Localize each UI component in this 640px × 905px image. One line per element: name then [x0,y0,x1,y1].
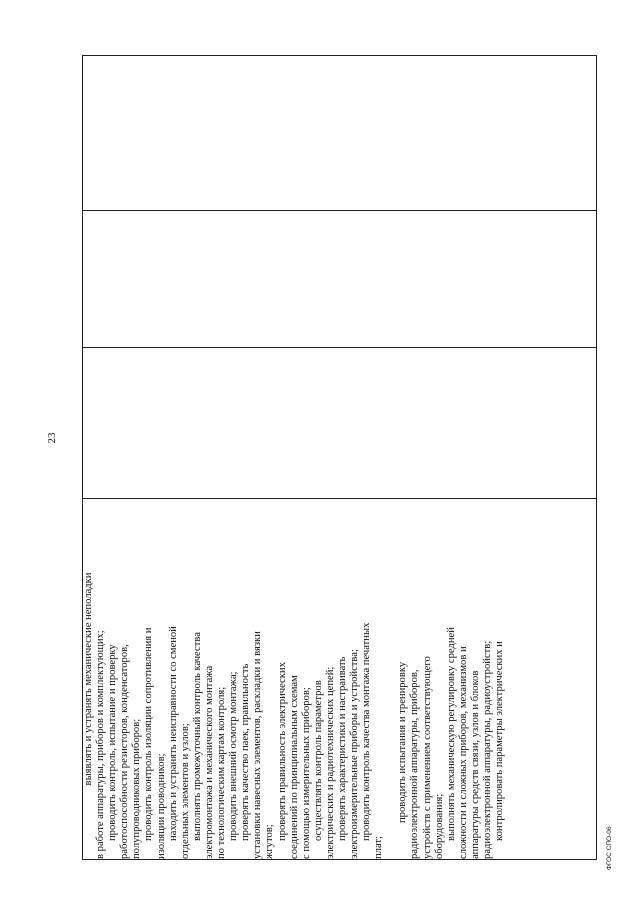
skill-line: выполнять промежуточный контроль качества [191,632,203,841]
skill-line: проверять характеристики и настраивать [336,656,348,841]
empty-cell [83,56,597,211]
skill-line: радиоэлектронной аппаратуры, радиоустройств; [482,640,493,859]
skill-line: электромонтажа и механического монтажа [203,665,215,859]
empty-cell [83,211,597,348]
skill-line: проводить испытания и тренировку [397,661,409,823]
skill-line: электрических и радиотехнических цепей; [324,666,336,859]
requirements-table [82,60,597,860]
skill-line: осуществлять контроль параметров [312,680,324,841]
page-number: 23 [46,432,58,444]
skill-line: изоляции проводников; [155,753,167,859]
skill-line: соединений по принципиальным схемам [288,675,300,859]
skill-line: проводить контроль, испытание и проверку [107,644,119,841]
skill-line: проверять правильность электрических [276,662,288,841]
skills-cell [83,499,597,860]
skill-line: находить и устранять неисправности со сменой [167,626,179,841]
skill-line: оборудования; [433,793,445,859]
skill-line: работоспособности резисторов, конденсаторов, [119,644,131,859]
footer-label: ФГОС СПО-06 [606,826,613,870]
skill-line: проводить внешний осмотр монтажа; [228,671,240,841]
skill-line: проверять качество паек, правильность [240,663,252,841]
table-body [82,55,597,860]
skill-line: плат; [373,836,385,859]
skill-line: жгутов; [264,824,276,859]
skill-line: аппаратуры средств связи, узлов и блоков [469,670,481,859]
skill-line: проводить контроль качества монтажа печатных [361,622,373,841]
skill-line: выполнять механическую регулировку средней [445,627,457,841]
skill-line: полупроводниковых приборов; [131,718,143,859]
skill-line: установки навесных элементов, раскладки и вязки [252,631,264,859]
skill-line: в работе аппаратуры, приборов и комплектующих; [95,630,107,859]
skill-line: электроизмерительные приборы и устройства; [349,649,361,859]
skill-line: по технологическим картам контроля; [216,686,228,859]
skill-line: с помощью измерительных приборов; [300,687,312,859]
skill-line: выявлять и устранять механические неполадки [83,572,94,786]
skill-line: устройств с применением соответствующего [421,656,433,859]
skill-line: проводить контроль изоляции сопротивления и [143,627,155,841]
skill-line: отдельных элементов и узлов; [179,723,191,859]
skill-line: радиоэлектронной аппаратуры, приборов, [409,669,421,859]
skill-line: сложности и сложных приборов, механизмов и [457,646,469,859]
empty-cell [83,348,597,499]
skill-line: контролировать параметры электрических и [494,641,506,841]
